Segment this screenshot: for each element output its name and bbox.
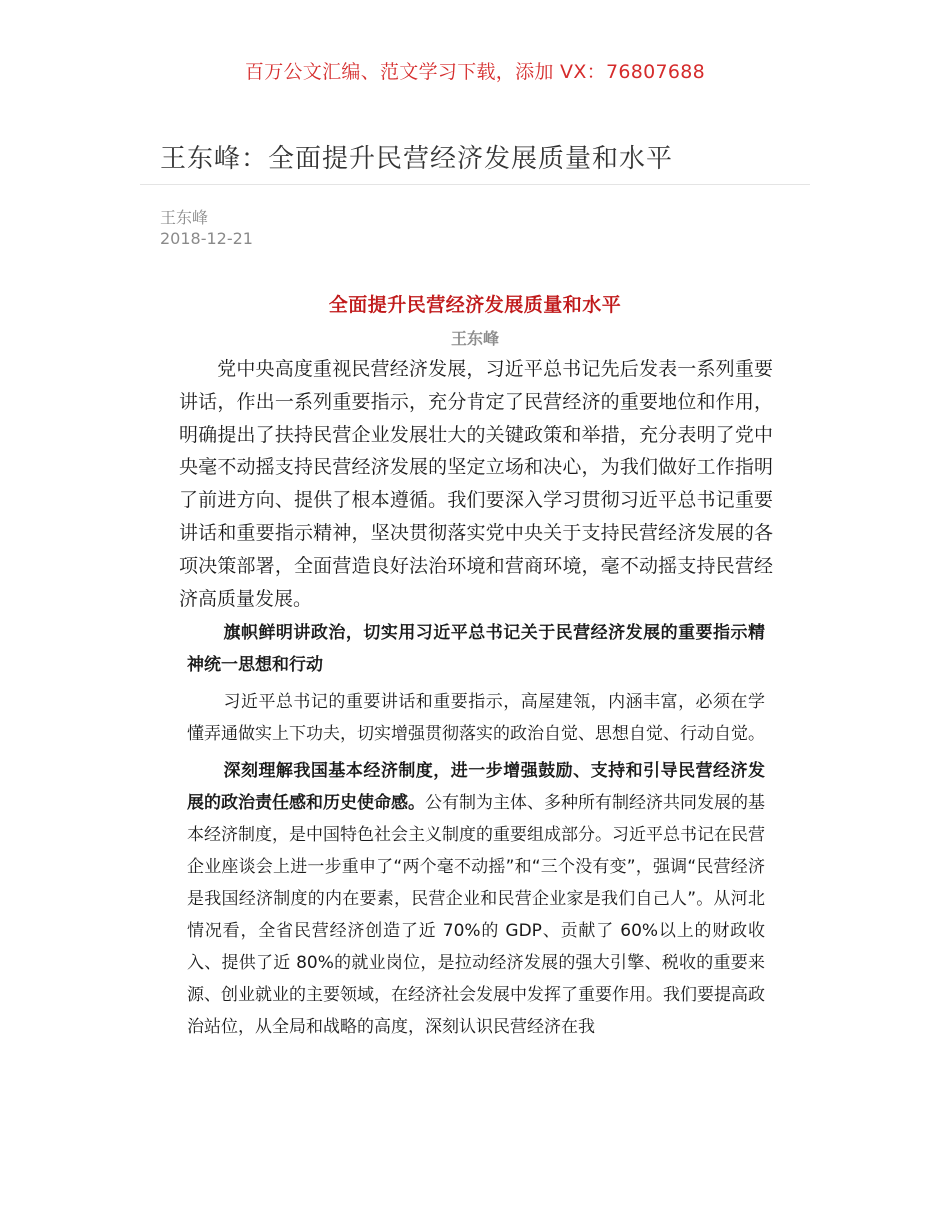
paragraph-3-lead: 深刻理解我国基本经济制度，进一步增强鼓励、支持和引导民营经济发展的政治责任感和历史使命感。 — [187, 761, 765, 813]
paragraph-2-text: 习近平总书记的重要讲话和重要指示，高屋建瓴，内涵丰富，必须在学懂弄通做实上下功夫，切实增强贯彻落实的政治自觉、思想自觉、行动自觉。 — [187, 692, 765, 744]
article-body — [187, 617, 765, 1043]
title-divider — [140, 184, 810, 185]
page-date: 2018-12-21 — [160, 229, 253, 248]
article-paragraph-1 — [179, 353, 773, 615]
article-author: 王东峰 — [450, 329, 499, 348]
page-author: 王东峰 — [160, 208, 209, 227]
article-title: 全面提升民营经济发展质量和水平 — [328, 294, 622, 316]
section-heading-1-text: 旗帜鲜明讲政治，切实用习近平总书记关于民营经济发展的重要指示精神统一思想和行动 — [187, 623, 765, 675]
article-paragraph-3 — [187, 755, 765, 1043]
paragraph-3-text: 公有制为主体、多种所有制经济共同发展的基本经济制度，是中国特色社会主义制度的重要组成部分。习近平总书记在民营企业座谈会上进一步重申了“两个毫不动摇”和“三个没有变”，强调“民营经济是我国经济制度的内在要素，民营企业和民营企业家是我们自己人”。从河北情况看，全省民营经济创造了近 70%的 GDP、贡献了 60%以上的财政收入、提供了近 80%的就业岗位，是拉动经济发展的强大引擎、税收的重要来源、创业就业的主要领域，在经济社会发展中发挥了重要作用。我们要提高政治站位，从全局和战略的高度，深刻认识民营经济在我 — [187, 793, 765, 1037]
article-paragraph-2 — [187, 686, 765, 750]
paragraph-1-text: 党中央高度重视民营经济发展，习近平总书记先后发表一系列重要讲话，作出一系列重要指示，充分肯定了民营经济的重要地位和作用，明确提出了扶持民营企业发展壮大的关键政策和举措，充分表明了党中央毫不动摇支持民营经济发展的坚定立场和决心，为我们做好工作指明了前进方向、提供了根本遵循。我们要深入学习贯彻习近平总书记重要讲话和重要指示精神，坚决贯彻落实党中央关于支持民营经济发展的各项决策部署，全面营造良好法治环境和营商环境，毫不动摇支持民营经济高质量发展。 — [179, 358, 773, 610]
page-title: 王东峰：全面提升民营经济发展质量和水平 — [160, 144, 674, 174]
section-heading-1 — [187, 617, 765, 681]
download-banner: 百万公文汇编、范文学习下载，添加 VX：76807688 — [244, 61, 706, 83]
